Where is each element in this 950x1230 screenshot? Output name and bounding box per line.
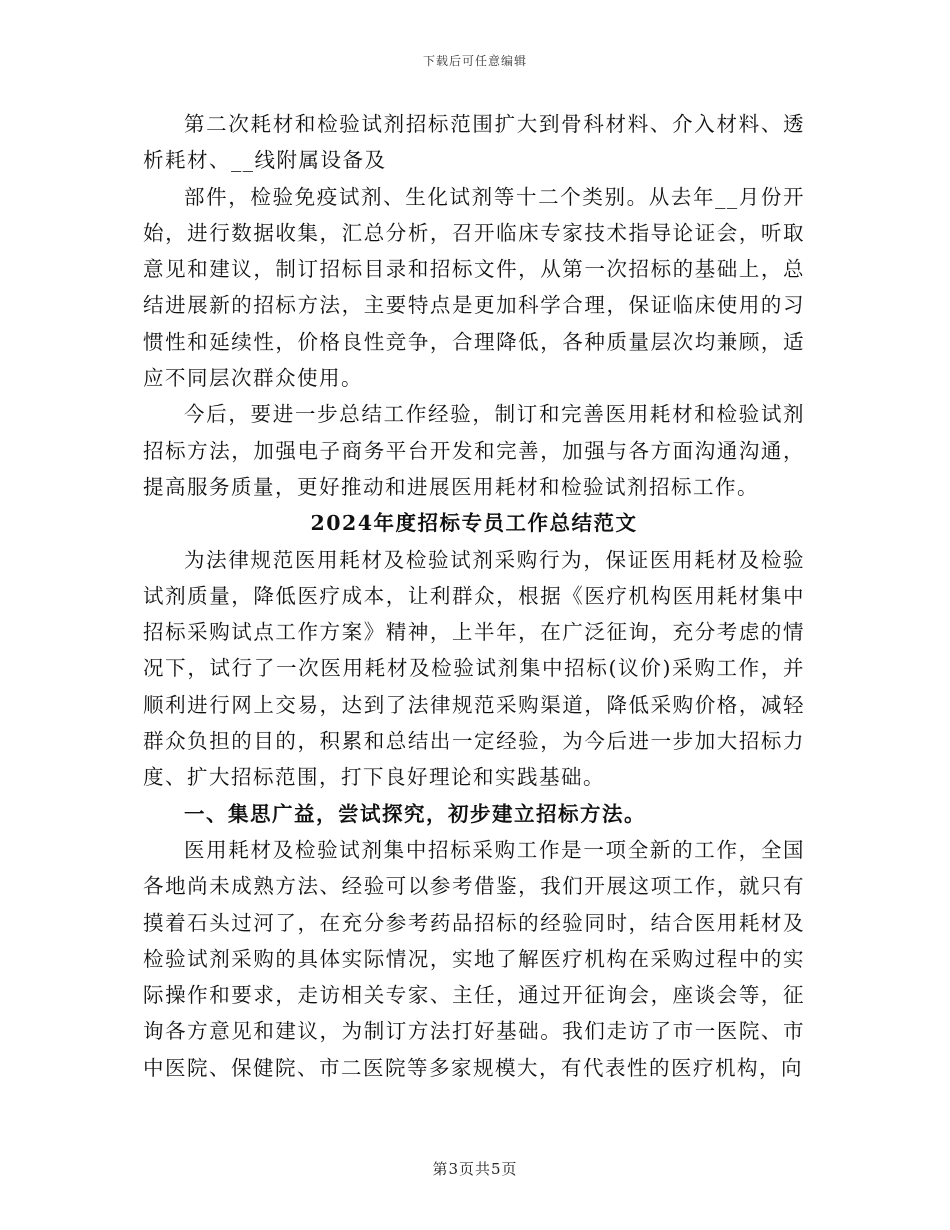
paragraph: 今后，要进一步总结工作经验，制订和完善医用耗材和检验试剂招标方法，加强电子商务平台开发和完善，加强与各方面沟通沟通，提高服务质量，更好推动和进展医用耗材和检验试剂招标工作。	[143, 402, 805, 499]
paragraph: 医用耗材及检验试剂集中招标采购工作是一项全新的工作，全国各地尚未成熟方法、经验可以参考借鉴，我们开展这项工作，就只有摸着石头过河了，在充分参考药品招标的经验同时，结合医用耗材及检验试剂采购的具体实际情况，实地了解医疗机构在采购过程中的实际操作和要求，走访相关专家、主任，通过开征询会，座谈会等，征询各方意见和建议，为制订方法打好基础。我们走访了市一医院、市中医院、保健院、市二医院等多家规模大，有代表性的医疗机构，向	[143, 837, 805, 1080]
paragraph: 部件，检验免疫试剂、生化试剂等十二个类别。从去年__月份开始，进行数据收集，汇总分析，召开临床专家技术指导论证会，听取意见和建议，制订招标目录和招标文件，从第一次招标的基础上，总结进展新的招标方法，主要特点是更加科学合理，保证临床使用的习惯性和延续性，价格良性竞争，合理降低，各种质量层次均兼顾，适应不同层次群众使用。	[143, 184, 805, 391]
document-body	[143, 106, 805, 1086]
paragraph: 第二次耗材和检验试剂招标范围扩大到骨科材料、介入材料、透析耗材、__线附属设备及	[143, 112, 805, 173]
section-heading: 一、集思广益，尝试探究，初步建立招标方法。	[184, 801, 646, 826]
paragraph: 为法律规范医用耗材及检验试剂采购行为，保证医用耗材及检验试剂质量，降低医疗成本，让利群众，根据《医疗机构医用耗材集中招标采购试点工作方案》精神，上半年，在广泛征询，充分考虑的情况下，试行了一次医用耗材及检验试剂集中招标(议价)采购工作，并顺利进行网上交易，达到了法律规范采购渠道，降低采购价格，减轻群众负担的目的，积累和总结出一定经验，为今后进一步加大招标力度、扩大招标范围，打下良好理论和实践基础。	[143, 547, 805, 790]
page-header-note: 下载后可任意编辑	[422, 54, 527, 68]
section-title: 2024年度招标专员工作总结范文	[310, 511, 638, 536]
page-number-footer: 第3页共5页	[432, 1160, 518, 1178]
